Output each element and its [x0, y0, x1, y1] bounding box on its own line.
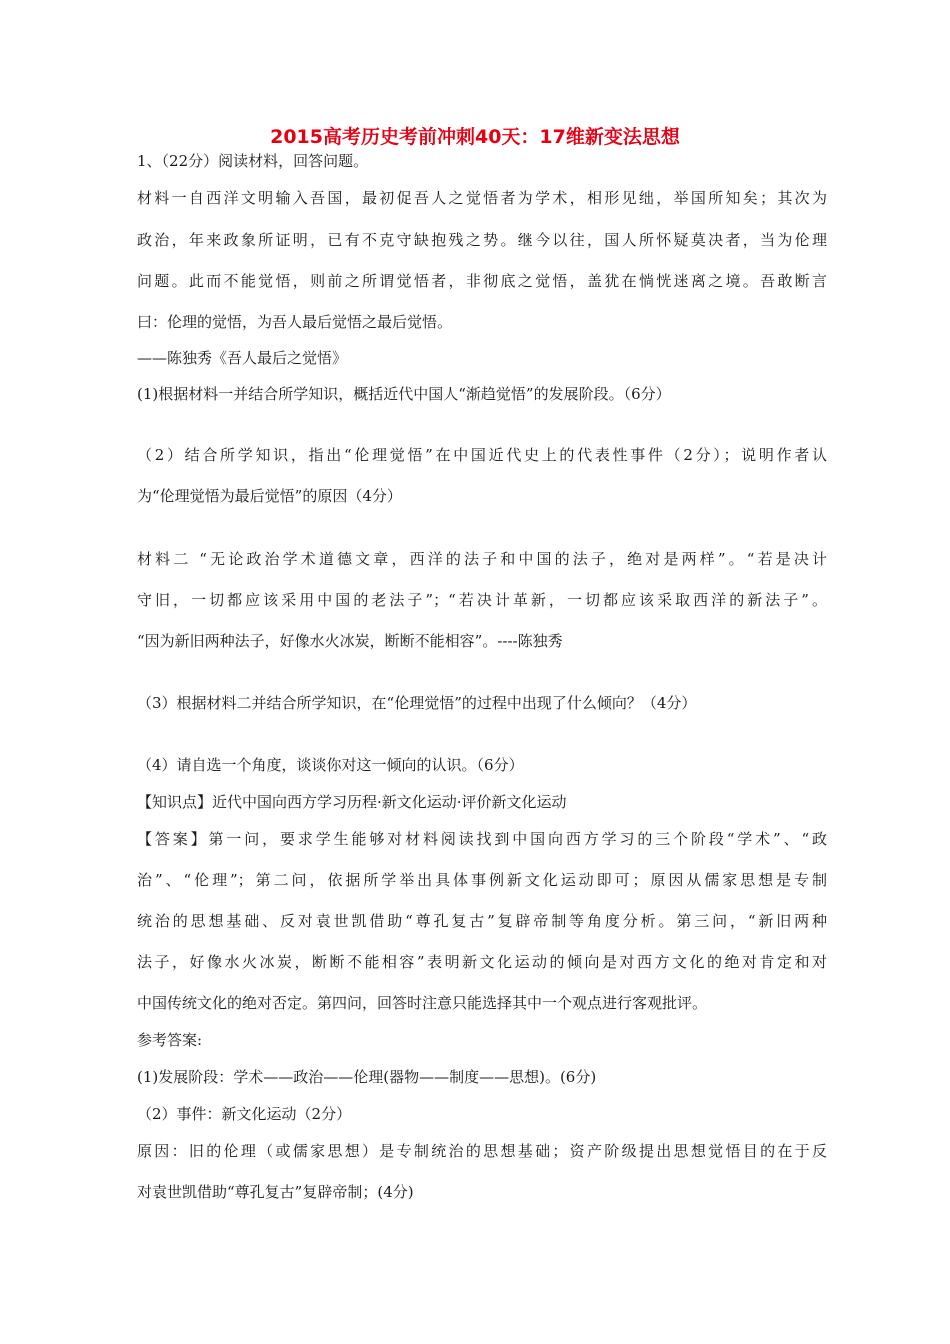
question-2-line-1: （2）结合所学知识，指出“伦理觉悟”在中国近代史上的代表性事件（2分）；说明作者认 [137, 446, 827, 464]
material-one-line-1: 材料一自西洋文明输入吾国，最初促吾人之觉悟者为学术，相形见绌，举国所知矣；其次为 [137, 189, 827, 207]
material-one-line-2: 政治，年来政象所证明，已有不克守缺抱残之势。继今以往，国人所怀疑莫决者，当为伦理 [137, 231, 827, 249]
question-3: （3）根据材料二并结合所学知识，在“伦理觉悟”的过程中出现了什么倾向？（4分） [137, 694, 697, 712]
material-one-line-4: 曰：伦理的觉悟，为吾人最后觉悟之最后觉悟。 [137, 313, 453, 331]
material-two-line-3: “因为新旧两种法子，好像水火冰炭，断断不能相容”。----陈独秀 [137, 632, 563, 650]
answer-line-4: 法子，好像水火冰炭，断断不能相容”表明新文化运动的倾向是对西方文化的绝对肯定和对 [137, 953, 827, 971]
question-4: （4）请自选一个角度，谈谈你对这一倾向的认识。（6分） [137, 756, 524, 774]
material-one-source: ——陈独秀《吾人最后之觉悟》 [137, 349, 348, 367]
reference-answer-2-reason-line-2: 对袁世凯借助“尊孔复古”复辟帝制；(4分) [137, 1183, 414, 1201]
reference-answer-1: (1)发展阶段：学术——政治——伦理(器物——制度——思想)。(6分) [137, 1068, 597, 1086]
answer-line-2: 治”、“伦理”；第二问，依据所学举出具体事例新文化运动即可；原因从儒家思想是专制 [137, 871, 827, 889]
material-one-line-3: 问题。此而不能觉悟，则前之所谓觉悟者，非彻底之觉悟，盖犹在惝恍迷离之境。吾敢断言 [137, 272, 827, 290]
question-intro: 1、（22分）阅读材料，回答问题。 [137, 152, 369, 170]
document-title: 2015高考历史考前冲刺40天：17维新变法思想 [270, 126, 680, 148]
answer-line-1: 【答案】第一问，要求学生能够对材料阅读找到中国向西方学习的三个阶段“学术”、“政 [137, 830, 827, 848]
reference-answer-2-event: （2）事件：新文化运动（2分） [137, 1105, 352, 1123]
material-two-line-2: 守旧，一切都应该采用中国的老法子”；“若决计革新，一切都应该采取西洋的新法子”。 [137, 591, 827, 609]
question-2-line-2: 为“伦理觉悟为最后觉悟”的原因（4分） [137, 487, 402, 505]
reference-answer-label: 参考答案: [137, 1031, 203, 1049]
question-1: (1)根据材料一并结合所学知识，概括近代中国人“渐趋觉悟”的发展阶段。（6分） [137, 385, 671, 403]
answer-line-3: 统治的思想基础、反对袁世凯借助“尊孔复古”复辟帝制等角度分析。第三问，“新旧两种 [137, 912, 827, 930]
knowledge-point: 【知识点】近代中国向西方学习历程·新文化运动·评价新文化运动 [137, 793, 567, 811]
answer-line-5: 中国传统文化的绝对否定。第四问，回答时注意只能选择其中一个观点进行客观批评。 [137, 994, 708, 1012]
reference-answer-2-reason-line-1: 原因：旧的伦理（或儒家思想）是专制统治的思想基础；资产阶级提出思想觉悟目的在于反 [137, 1142, 827, 1160]
material-two-line-1: 材料二 “无论政治学术道德文章，西洋的法子和中国的法子，绝对是两样”。“若是决计 [137, 550, 827, 568]
